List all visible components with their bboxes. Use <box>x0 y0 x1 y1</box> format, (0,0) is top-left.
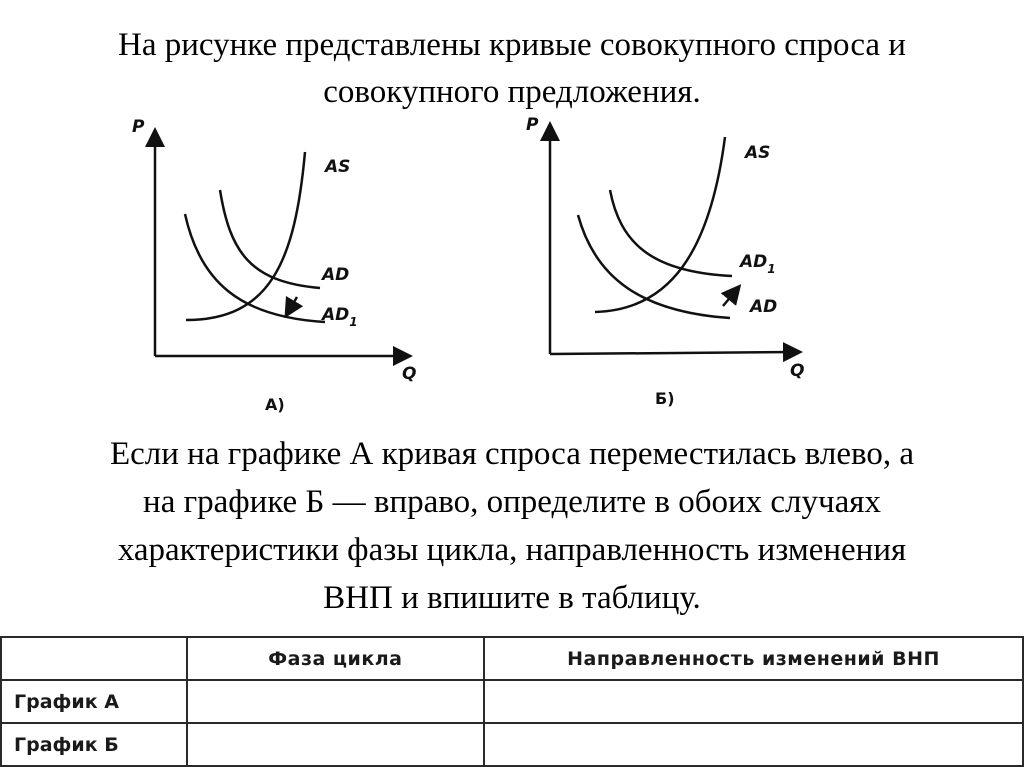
intro-line-1: На рисунке представлены кривые совокупного спроса и <box>118 27 906 63</box>
question-line-1: Если на графике А кривая спроса переместилась влево, а <box>109 436 914 472</box>
graph-b <box>510 112 830 417</box>
table-row <box>1 680 1023 723</box>
graph-a-caption: А) <box>265 395 285 414</box>
table-row-label: График Б <box>1 723 187 766</box>
graph-a-axis-x-label: Q <box>402 364 417 384</box>
graph-a-ad-curve <box>220 190 320 288</box>
graph-b-as-label: AS <box>745 143 771 163</box>
question-line-2: на графике Б — вправо, определите в обоих случаях <box>143 484 881 520</box>
table-header-corner <box>1 637 187 680</box>
graph-a-svg <box>120 112 440 417</box>
table-header-phase: Фаза цикла <box>187 637 484 680</box>
table-cell-direction[interactable] <box>484 723 1023 766</box>
graph-a <box>120 112 440 417</box>
graph-a-axis-y-label: P <box>132 117 145 137</box>
graph-a-as-label: AS <box>325 157 351 177</box>
graph-a-ad-label: AD <box>322 265 350 285</box>
graph-a-ad1-label: $AD_1$ <box>322 305 358 329</box>
graph-b-ad-label: AD <box>750 297 778 317</box>
graph-a-as-curve <box>186 152 305 320</box>
graph-b-ad1-label: $AD_1$ <box>740 252 776 276</box>
table-row <box>1 723 1023 766</box>
table-cell-direction[interactable] <box>484 680 1023 723</box>
graph-b-shift-arrow <box>723 288 738 306</box>
graph-b-svg <box>510 112 830 417</box>
graph-b-as-curve <box>595 137 725 312</box>
graph-b-axis-y-label: P <box>526 115 539 135</box>
answer-table <box>0 636 1024 767</box>
graph-a-shift-arrow <box>287 297 297 314</box>
intro-text <box>20 22 1004 116</box>
graph-b-axis-x-label: Q <box>790 361 805 381</box>
graph-b-ad1-curve <box>610 190 732 276</box>
table-cell-phase[interactable] <box>187 723 484 766</box>
table-header-row <box>1 637 1023 680</box>
graph-b-x-axis <box>550 352 798 354</box>
table-header-direction: Направленность изменений ВНП <box>484 637 1023 680</box>
table-cell-phase[interactable] <box>187 680 484 723</box>
graph-b-caption: Б) <box>655 389 675 408</box>
intro-line-2: совокупного предложения. <box>323 74 701 110</box>
question-line-4: ВНП и впишите в таблицу. <box>323 580 701 616</box>
question-line-3: характеристики фазы цикла, направленность изменения <box>117 532 907 568</box>
table-row-label: График А <box>1 680 187 723</box>
question-text <box>8 430 1016 622</box>
graph-b-ad-curve <box>578 215 730 318</box>
